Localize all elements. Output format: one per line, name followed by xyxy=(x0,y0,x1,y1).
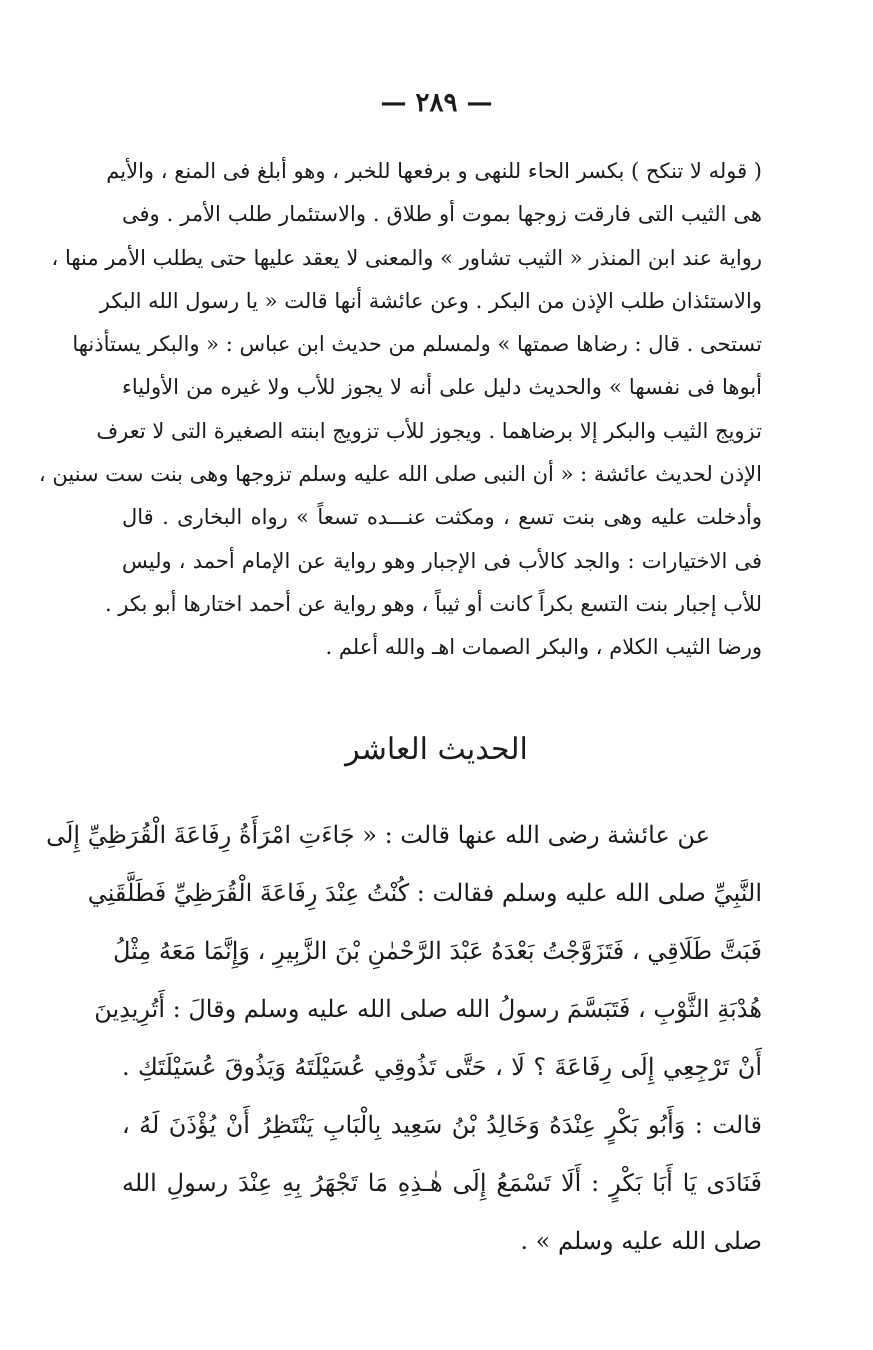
hadith-line: أَنْ تَرْجِعِي إِلَى رِفَاعَةَ ؟ لَا ، حَتَّى تَذُوقِي عُسَيْلَتَهُ وَيَذُوقَ عُسَيْلَتَكِ . xyxy=(122,1053,762,1081)
hadith-block xyxy=(46,806,762,1270)
hadith-line: هُدْبَةِ الثَّوْبِ ، فَتَبَسَّمَ رسولُ الله صلى الله عليه وسلم وقالَ : أَتُرِيدِينَ xyxy=(94,995,762,1023)
hadith-line: صلى الله عليه وسلم » . xyxy=(520,1227,762,1255)
commentary-line: والاستئذان طلب الإذن من البكر . وعن عائشة أنها قالت « يا رسول الله البكر xyxy=(99,288,762,313)
hadith-line: عن عائشة رضى الله عنها قالت : « جَاءَتِ امْرَأَةُ رِفَاعَةَ الْقُرَظِيِّ إِلَى xyxy=(46,821,710,849)
commentary-line: ورضا الثيب الكلام ، والبكر الصمات اهـ والله أعلم . xyxy=(325,635,762,660)
commentary-line: للأب إجبار بنت التسع بكراً كانت أو ثيباً ، وهو رواية عن أحمد اختارها أبو بكر . xyxy=(104,591,762,616)
commentary-line: الإذن لحديث عائشة : « أن النبى صلى الله عليه وسلم تزوجها وهى بنت ست سنين ، xyxy=(38,462,762,487)
commentary-line: وأدخلت عليه وهى بنت تسع ، ومكثت عنـــده تسعاً » رواه البخارى . قال xyxy=(122,505,762,530)
commentary-line: تزويج الثيب والبكر إلا برضاهما . ويجوز للأب تزويج ابنته الصغيرة التى لا تعرف xyxy=(96,418,762,443)
commentary-block xyxy=(38,150,762,670)
hadith-line: النَّبِيِّ صلى الله عليه وسلم فقالت : كُنْتُ عِنْدَ رِفَاعَةَ الْقُرَظِيِّ فَطَلَّقَنِي xyxy=(87,879,762,907)
commentary-line: أبوها فى نفسها » والحديث دليل على أنه لا يجوز للأب ولا غيره من الأولياء xyxy=(122,375,762,400)
hadith-line: فَبَتَّ طَلَاقِي ، فَتَزَوَّجْتُ بَعْدَهُ عَبْدَ الرَّحْمٰنِ بْنَ الزَّبِيرِ ، وَإِنَّمَا مَعَهُ مِثْلُ xyxy=(113,937,762,965)
commentary-line: فى الاختيارات : والجد كالأب فى الإجبار وهو رواية عن الإمام أحمد ، وليس xyxy=(122,548,762,573)
hadith-line: قالت : وَأَبُو بَكْرٍ عِنْدَهُ وَخَالِدُ بْنُ سَعِيد بِالْبَابِ يَنْتَظِرُ أَنْ يُؤْذَنَ لَهُ ، xyxy=(122,1111,762,1139)
section-heading: الحديث العاشر xyxy=(345,732,528,767)
commentary-line: ( قوله لا تنكح ) بكسر الحاء للنهى و برفعها للخبر ، وهو أبلغ فى المنع ، والأيم xyxy=(106,159,762,183)
page-number: — ٢٨٩ — xyxy=(380,88,493,118)
commentary-line: هى الثيب التى فارقت زوجها بموت أو طلاق . والاستئمار طلب الأمر . وفى xyxy=(122,202,762,227)
commentary-line: تستحى . قال : رضاها صمتها » ولمسلم من حديث ابن عباس : « والبكر يستأذنها xyxy=(72,332,762,357)
commentary-line: رواية عند ابن المنذر « الثيب تشاور » والمعنى لا يعقد عليها حتى يطلب الأمر منها ، xyxy=(51,245,762,270)
hadith-line: فَنَادَى يَا أَبَا بَكْرٍ : أَلَا تَسْمَعُ إِلَى هٰـذِهِ مَا تَجْهَرُ بِهِ عِنْدَ رسولِ الله xyxy=(122,1169,762,1197)
